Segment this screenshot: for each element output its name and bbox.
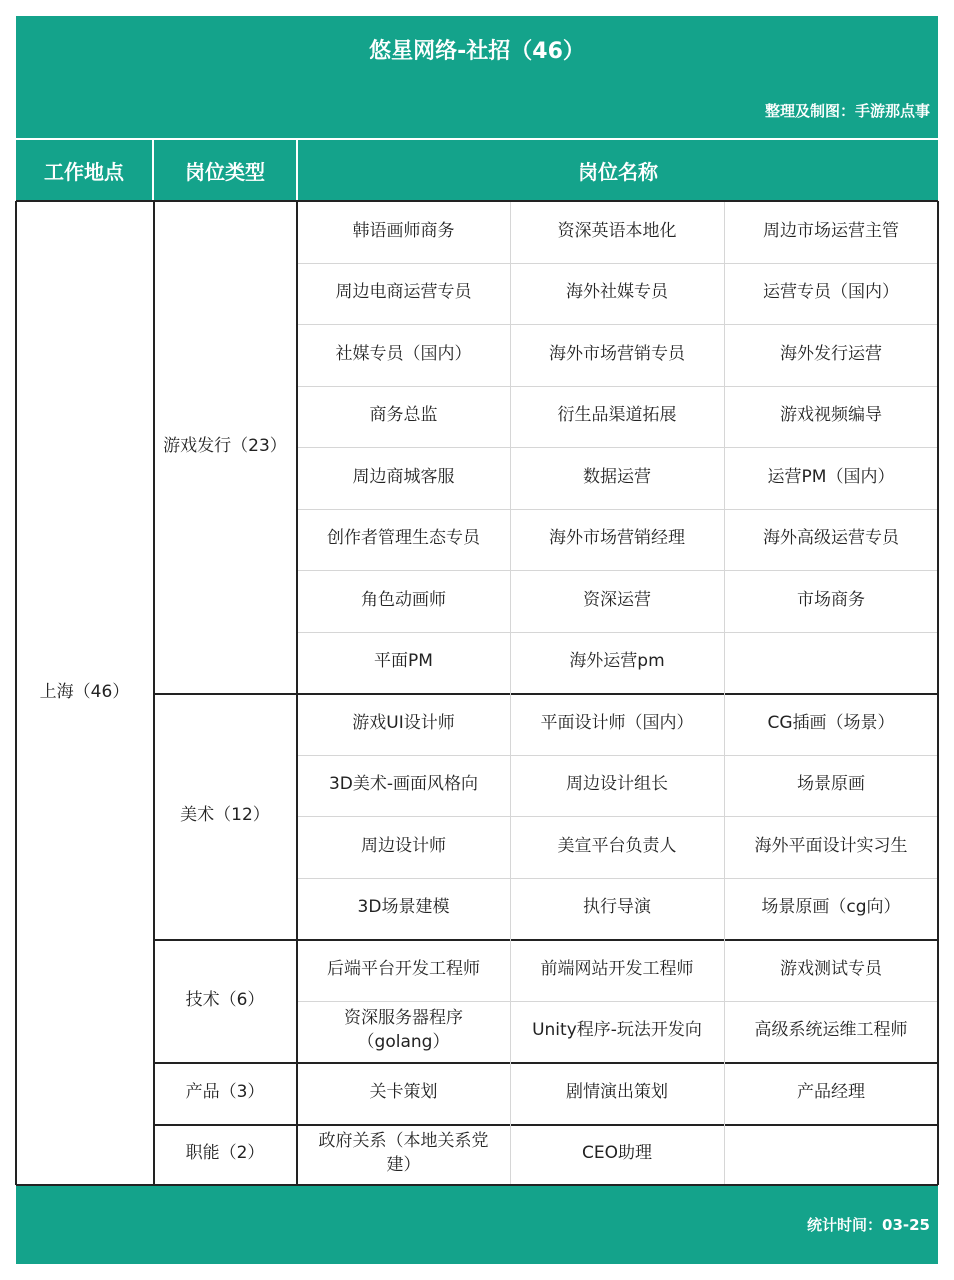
position-cell: 美宣平台负责人 (557, 835, 677, 856)
position-cell: 周边电商运营专员 (335, 282, 472, 303)
row-divider (297, 632, 938, 633)
position-cell: 后端平台开发工程师 (327, 958, 480, 979)
position-cell: 游戏测试专员 (780, 958, 882, 979)
row-divider (297, 878, 938, 879)
row-divider (297, 1001, 938, 1002)
column-divider (724, 201, 725, 1185)
border-top (16, 200, 938, 202)
location-cell: 上海（46） (39, 682, 130, 703)
position-cell: 海外市场营销专员 (549, 343, 685, 364)
footer-banner (16, 1186, 938, 1264)
category-cell: 游戏发行（23） (163, 436, 287, 457)
header-location: 工作地点 (16, 140, 152, 200)
position-cell: 平面设计师（国内） (540, 712, 694, 733)
position-cell: 游戏UI设计师 (352, 712, 455, 733)
position-cell: 海外市场营销经理 (549, 528, 685, 549)
row-divider (297, 263, 938, 264)
row-divider (297, 755, 938, 756)
position-cell: 运营PM（国内） (767, 466, 895, 487)
position-cell: 海外高级运营专员 (763, 528, 899, 549)
position-cell: 商务总监 (369, 405, 438, 426)
position-cell: 市场商务 (797, 589, 865, 610)
position-cell: 剧情演出策划 (566, 1081, 668, 1102)
position-cell: 运营专员（国内） (763, 282, 899, 303)
position-cell: 关卡策划 (369, 1081, 438, 1102)
position-cell: 资深英语本地化 (557, 220, 677, 241)
position-cell: 3D美术-画面风格向 (328, 774, 479, 795)
position-cell: 前端网站开发工程师 (540, 958, 694, 979)
position-cell: 高级系统运维工程师 (754, 1020, 908, 1041)
row-divider (297, 447, 938, 448)
position-cell: 平面PM (374, 651, 433, 672)
header-position: 岗位名称 (298, 140, 938, 200)
position-cell: 海外平面设计实习生 (754, 835, 908, 856)
position-cell (724, 1124, 938, 1186)
position-cell: 周边商城客服 (352, 466, 455, 487)
position-cell: 3D场景建模 (357, 897, 450, 918)
position-cell: 政府关系（本地关系党建） (318, 1131, 489, 1176)
row-divider (297, 509, 938, 510)
position-cell: Unity程序-玩法开发向 (532, 1020, 702, 1041)
position-cell: 场景原画 (797, 774, 865, 795)
position-cell: 场景原画（cg向） (761, 897, 901, 918)
header-banner (16, 16, 938, 138)
recruitment-table (16, 16, 938, 1264)
position-cell: 游戏视频编导 (780, 405, 882, 426)
row-divider (297, 386, 938, 387)
category-cell: 美术（12） (180, 805, 270, 826)
position-cell: 资深服务器程序（golang） (344, 1008, 463, 1053)
border-left (15, 201, 17, 1185)
header-category: 岗位类型 (154, 140, 296, 200)
position-cell: 海外发行运营 (780, 343, 882, 364)
position-cell (724, 632, 938, 694)
page-title: 悠星网络-社招（46） (369, 39, 585, 64)
position-cell: CG插画（场景） (767, 712, 895, 733)
position-cell: CEO助理 (582, 1143, 652, 1164)
position-cell: 创作者管理生态专员 (327, 528, 480, 549)
border-right (937, 201, 939, 1185)
column-divider (510, 201, 511, 1185)
category-cell: 产品（3） (185, 1081, 265, 1102)
position-cell: 产品经理 (797, 1081, 865, 1102)
position-cell: 韩语画师商务 (352, 220, 455, 241)
position-cell: 周边设计组长 (566, 774, 668, 795)
position-cell: 海外运营pm (569, 651, 665, 672)
column-divider (153, 201, 155, 1185)
position-cell: 社媒专员（国内） (335, 343, 472, 364)
position-cell: 周边设计师 (361, 835, 446, 856)
position-cell: 周边市场运营主管 (763, 220, 899, 241)
stat-time: 统计时间：03-25 (807, 1216, 930, 1234)
category-cell: 技术（6） (185, 989, 265, 1010)
position-cell: 数据运营 (583, 466, 651, 487)
position-cell: 执行导演 (583, 897, 651, 918)
category-cell: 职能（2） (185, 1143, 265, 1164)
column-divider (296, 201, 298, 1185)
row-divider (297, 324, 938, 325)
row-divider (297, 816, 938, 817)
position-cell: 衍生品渠道拓展 (557, 405, 677, 426)
position-cell: 角色动画师 (361, 589, 446, 610)
row-divider (297, 570, 938, 571)
position-cell: 海外社媒专员 (566, 282, 668, 303)
credit-text: 整理及制图：手游那点事 (764, 102, 930, 120)
position-cell: 资深运营 (583, 589, 651, 610)
